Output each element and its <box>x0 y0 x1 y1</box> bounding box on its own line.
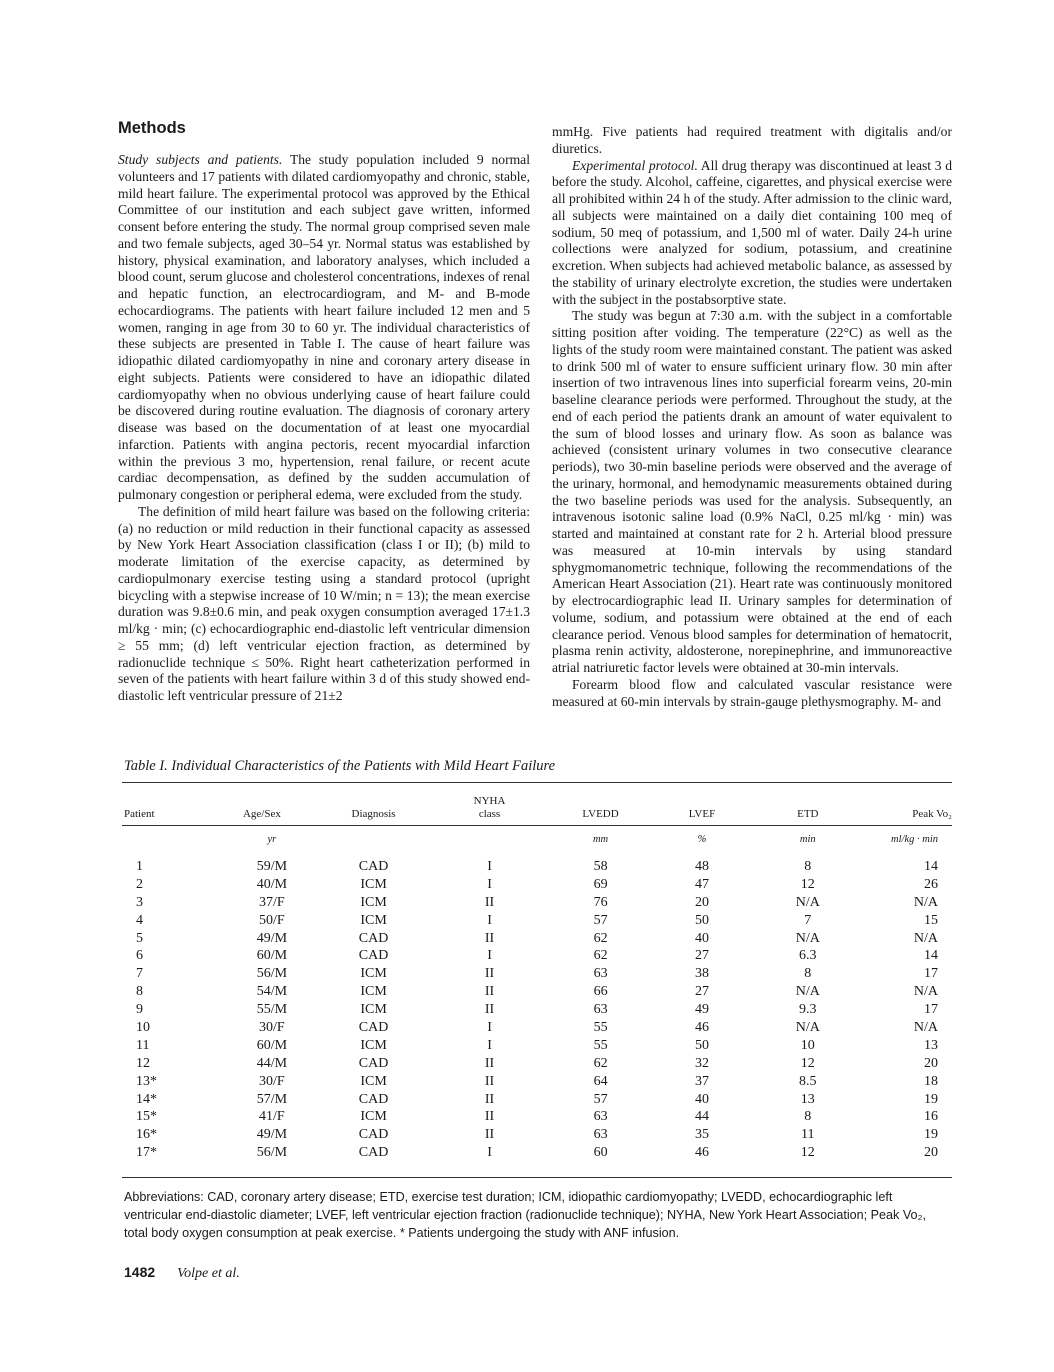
header-lvedd: LVEDD <box>582 807 619 820</box>
cell-diagnosis: ICM <box>360 1109 387 1125</box>
table-row <box>122 894 952 912</box>
table-units-row <box>122 820 952 858</box>
cell-lvedd: 62 <box>593 948 608 964</box>
study-subjects-paragraph <box>118 152 530 504</box>
cell-diagnosis: CAD <box>358 1055 389 1071</box>
cell-agesex: 30/F <box>259 1073 285 1089</box>
cell-lvedd: 63 <box>593 1127 608 1143</box>
mild-hf-definition-paragraph: The definition of mild heart failure was based on the following criteria: (a) no reduction or mild reduction in their functional capacity as assessed by New York Heart Association classification (class I or II); (b) mild to moderate limitation of the exercise capacity, as determined by cardiopulmonary exercise testing using a standard protocol (upright bicycling with a stepwise increase of 10 W/min; n = 13); the mean exercise duration was 9.8±0.6 min, and peak oxygen consumption averaged 17±1.3 ml/kg · min; (c) echocardiographic end-diastolic left ventricular dimension ≥ 55 mm; (d) left ventricular ejection fraction, as determined by radionuclide technique ≤ 50%. Right heart catheterization performed in seven of the patients with heart failure within 3 d of this study showed end-diastolic left ventricular pressure of 21±2 <box>118 503 530 703</box>
cell-patient: 11 <box>136 1037 150 1053</box>
cell-lvef: 20 <box>694 894 709 910</box>
right-column <box>552 124 952 710</box>
cell-peak-vo2: 16 <box>924 1109 938 1125</box>
cell-lvef: 27 <box>694 984 709 1000</box>
table-header-row <box>122 790 952 820</box>
cell-peak-vo2: 26 <box>924 876 938 892</box>
cell-agesex: 37/F <box>259 894 285 910</box>
cell-lvedd: 62 <box>593 930 608 946</box>
table-row <box>122 965 952 983</box>
table-row <box>122 912 952 930</box>
cell-etd: 12 <box>800 876 815 892</box>
cell-lvef: 40 <box>694 1091 709 1107</box>
cell-etd: 8 <box>804 966 812 982</box>
cell-diagnosis: CAD <box>358 858 389 874</box>
cell-agesex: 41/F <box>259 1109 285 1125</box>
cell-agesex: 50/F <box>259 912 285 928</box>
cell-lvedd: 63 <box>593 1109 608 1125</box>
cell-lvedd: 63 <box>593 966 608 982</box>
cell-agesex: 56/M <box>256 966 288 982</box>
cell-diagnosis: CAD <box>358 930 389 946</box>
cell-nyha-class: II <box>484 1091 495 1107</box>
cell-diagnosis: ICM <box>360 876 387 892</box>
cell-patient: 3 <box>136 894 143 910</box>
cell-patient: 1 <box>136 858 143 874</box>
table-row <box>122 1091 952 1109</box>
cell-nyha-class: II <box>484 1002 495 1018</box>
cell-lvedd: 62 <box>593 1055 608 1071</box>
cell-lvef: 37 <box>694 1073 709 1089</box>
cell-lvedd: 66 <box>593 984 608 1000</box>
cell-agesex: 49/M <box>256 1127 288 1143</box>
cell-patient: 17* <box>136 1145 157 1161</box>
cell-peak-vo2: 18 <box>924 1073 938 1089</box>
cell-etd: 13 <box>800 1091 815 1107</box>
section-title: Methods <box>118 119 186 137</box>
cell-diagnosis: CAD <box>358 948 389 964</box>
table-row <box>122 1019 952 1037</box>
cell-etd: N/A <box>795 1019 820 1035</box>
cell-lvedd: 63 <box>593 1002 608 1018</box>
cell-lvef: 44 <box>694 1109 709 1125</box>
study-subjects-body: The study population included 9 normal volunteers and 17 patients with dilated cardiomyopathy and chronic, stable, mild heart failure. The experimental protocol was approved by the Ethical Committee of our institution and each subject gave written, informed consent before entering the study. The normal group comprised seven male and two female subjects, aged 30–54 yr. Normal status was established by history, physical examination, and laboratory analyses, which included a blood count, serum glucose and cholesterol concentrations, indexes of renal and hepatic function, an electrocardiogram, and M- and B-mode echocardiograms. The patients with heart failure included 12 men and 5 women, ranging in age from 30 to 60 yr. The individual characteristics of these subjects are presented in Table I. The cause of heart failure was idiopathic dilated cardiomyopathy in nine and coronary artery disease in eight subjects. Patients were considered to have an idiopathic dilated cardiomyopathy when no obvious underlying cause of heart failure could be discovered during routine evaluation. The diagnosis of coronary artery disease was based on the documentation of at least one myocardial infarction. Patients with angina pectoris, recent myocardial infarction within the previous 3 mo, hypertension, renal failure, or recent acute cardiac decompensation, as defined by the sudden accumulation of pulmonary congestion or peripheral edema, were excluded from the study. <box>118 152 530 502</box>
unit-agesex: yr <box>267 833 277 845</box>
table-row <box>122 983 952 1001</box>
cell-lvef: 48 <box>694 858 709 874</box>
cell-lvef: 46 <box>694 1145 709 1161</box>
cell-agesex: 57/M <box>256 1091 288 1107</box>
cell-peak-vo2: 20 <box>924 1055 938 1071</box>
experimental-protocol-paragraph <box>552 158 952 309</box>
cell-peak-vo2: 17 <box>924 1002 938 1018</box>
left-column <box>118 118 530 705</box>
cell-agesex: 60/M <box>256 948 288 964</box>
table-row <box>122 1126 952 1144</box>
cell-peak-vo2: 19 <box>924 1091 938 1107</box>
unit-lvef: % <box>697 833 707 845</box>
cell-nyha-class: II <box>484 930 495 946</box>
cell-patient: 12 <box>136 1055 150 1071</box>
table-row <box>122 1037 952 1055</box>
cell-nyha-class: I <box>487 858 492 874</box>
cell-diagnosis: ICM <box>360 984 387 1000</box>
cell-peak-vo2: 20 <box>924 1145 938 1161</box>
cell-peak-vo2: 14 <box>924 948 938 964</box>
cell-etd: 8 <box>804 1109 812 1125</box>
table-row <box>122 1073 952 1091</box>
unit-diagnosis <box>320 820 427 858</box>
table-row <box>122 947 952 965</box>
table-row <box>122 1055 952 1073</box>
cell-patient: 9 <box>136 1002 143 1018</box>
unit-etd: min <box>799 833 816 845</box>
cell-lvef: 38 <box>694 966 709 982</box>
cell-diagnosis: CAD <box>358 1019 389 1035</box>
cell-etd: 11 <box>801 1127 815 1143</box>
cell-lvedd: 76 <box>593 894 608 910</box>
cell-peak-vo2: N/A <box>913 894 938 910</box>
cell-lvedd: 64 <box>593 1073 608 1089</box>
cell-patient: 7 <box>136 966 143 982</box>
cell-agesex: 49/M <box>256 930 288 946</box>
cell-lvef: 40 <box>694 930 709 946</box>
table-body <box>122 820 952 1162</box>
cell-lvef: 50 <box>694 1037 709 1053</box>
cell-diagnosis: ICM <box>360 1037 387 1053</box>
cell-diagnosis: ICM <box>360 966 387 982</box>
cell-lvedd: 60 <box>593 1145 608 1161</box>
cell-lvedd: 55 <box>593 1037 608 1053</box>
cell-agesex: 59/M <box>256 858 288 874</box>
cell-agesex: 40/M <box>256 876 288 892</box>
cell-patient: 14* <box>136 1091 157 1107</box>
table-footnote: Abbreviations: CAD, coronary artery disease; ETD, exercise test duration; ICM, idiopathic cardiomyopathy; LVEDD, echocardiographic left ventricular end-diastolic diameter; LVEF, left ventricular ejection fraction (radionuclide technique); NYHA, New York Heart Association; Peak Vo₂, total body oxygen consumption at peak exercise. * Patients undergoing the study with ANF infusion. <box>124 1190 926 1240</box>
cell-patient: 16* <box>136 1127 157 1143</box>
cell-lvef: 47 <box>694 876 709 892</box>
cell-etd: 6.3 <box>799 948 817 964</box>
cell-nyha-class: II <box>484 1127 495 1143</box>
cell-peak-vo2: N/A <box>913 930 938 946</box>
table-row <box>122 1144 952 1162</box>
cell-patient: 4 <box>136 912 143 928</box>
cell-diagnosis: ICM <box>360 894 387 910</box>
table-row <box>122 1108 952 1126</box>
header-patient: Patient <box>124 807 155 820</box>
cell-nyha-class: I <box>487 1037 492 1053</box>
unit-lvedd: mm <box>592 833 609 845</box>
cell-etd: 8.5 <box>799 1073 817 1089</box>
cell-peak-vo2: 17 <box>924 966 938 982</box>
cell-nyha-class: I <box>487 1145 492 1161</box>
cell-diagnosis: CAD <box>358 1091 389 1107</box>
table-row <box>122 876 952 894</box>
cell-nyha-class: II <box>484 984 495 1000</box>
cell-etd: 10 <box>800 1037 815 1053</box>
cell-lvef: 46 <box>694 1019 709 1035</box>
header-lvef: LVEF <box>688 807 716 820</box>
cell-lvef: 27 <box>694 948 709 964</box>
cell-etd: N/A <box>795 930 820 946</box>
study-procedure-paragraph: The study was begun at 7:30 a.m. with the subject in a comfortable sitting position after voiding. The temperature (22°C) as well as the lights of the study room were maintained constant. The patient was asked to drink 500 ml of water to ensure sufficient urinary flow. 30 min after insertion of two intravenous lines into superficial forearm veins, 20-min baseline clearance periods were performed. Throughout the study, at the end of each period the patients drank an amount of water equivalent to the sum of blood losses and urinary flow. As soon as balance was achieved (consistent urinary volumes in two consecutive clearance periods), two 30-min baseline periods were observed and the average of the urinary, hormonal, and hemodynamic measurements obtained during the two baseline periods was used for the analysis. Subsequently, an intravenous isotonic saline load (0.9% NaCl, 0.25 ml/kg · min) was started and maintained at constant rate for 2 h. Arterial blood pressure was measured at 10-min intervals by using standard sphygmomanometric technique, following the recommendations of the American Heart Association (21). Heart rate was continuously monitored by electrocardiographic lead II. Urinary samples for determination of volume, sodium, and potassium were obtained at the end of each clearance period. Venous blood samples for determination of hematocrit, plasma renin activity, aldosterone, norepinephrine, and immunoreactive atrial natriuretic factor levels were obtained at 30-min intervals. <box>552 308 952 675</box>
cell-diagnosis: ICM <box>360 1002 387 1018</box>
cell-lvef: 35 <box>694 1127 709 1143</box>
header-etd: ETD <box>797 807 819 820</box>
cell-nyha-class: I <box>487 1019 492 1035</box>
page-number: 1482 <box>124 1264 156 1280</box>
page-footer <box>124 1264 240 1282</box>
running-authors: Volpe et al. <box>177 1266 240 1281</box>
cell-diagnosis: CAD <box>358 1145 389 1161</box>
cell-agesex: 60/M <box>256 1037 288 1053</box>
cell-patient: 13* <box>136 1073 157 1089</box>
table-row <box>122 1001 952 1019</box>
table-bottom-rule <box>122 1177 952 1178</box>
table-caption: Table I. Individual Characteristics of the Patients with Mild Heart Failure <box>124 758 556 774</box>
table-row <box>122 930 952 948</box>
cell-etd: N/A <box>795 894 820 910</box>
cell-lvedd: 57 <box>593 912 608 928</box>
cell-patient: 8 <box>136 984 143 1000</box>
cell-nyha-class: II <box>484 1073 495 1089</box>
cell-agesex: 44/M <box>256 1055 288 1071</box>
table-top-rule <box>122 782 952 783</box>
cell-diagnosis: ICM <box>360 912 387 928</box>
cell-nyha-class: I <box>487 876 492 892</box>
cell-patient: 5 <box>136 930 143 946</box>
cell-etd: 9.3 <box>799 1002 817 1018</box>
study-subjects-lead: Study subjects and patients. <box>118 152 283 167</box>
experimental-protocol-body: All drug therapy was discontinued at least 3 d before the study. Alcohol, caffeine, cigarettes, and physical exercise were all prohibited within 24 h of the study. After admission to the clinic ward, all subjects were maintained on a daily diet containing 100 meq of sodium, 50 meq of potassium, and 1,500 ml of water. Daily 24-h urine collections were analyzed for sodium, potassium, and creatinine excretion. When subjects had achieved metabolic balance, as assessed by the stability of urinary electrolyte excretion, the studies were undertaken with the subject in the postabsorptive state. <box>552 157 952 307</box>
cell-lvedd: 58 <box>593 858 608 874</box>
cell-etd: 7 <box>804 912 812 928</box>
cell-peak-vo2: 15 <box>924 912 938 928</box>
cell-agesex: 30/F <box>259 1019 285 1035</box>
cell-patient: 2 <box>136 876 143 892</box>
header-agesex: Age/Sex <box>242 807 281 820</box>
header-peak-vo2: Peak Vo₂ <box>912 807 952 820</box>
cell-peak-vo2: N/A <box>913 984 938 1000</box>
unit-patient <box>122 820 204 858</box>
cell-diagnosis: ICM <box>360 1073 387 1089</box>
cell-nyha-class: II <box>484 1109 495 1125</box>
cell-lvedd: 57 <box>593 1091 608 1107</box>
cell-nyha-class: II <box>484 966 495 982</box>
cell-agesex: 54/M <box>256 984 288 1000</box>
cell-lvef: 32 <box>694 1055 709 1071</box>
cell-patient: 10 <box>136 1019 150 1035</box>
unit-peak-vo2: ml/kg · min <box>891 833 938 845</box>
cell-agesex: 56/M <box>256 1145 288 1161</box>
cell-peak-vo2: 19 <box>924 1127 938 1143</box>
cell-nyha-class: I <box>487 912 492 928</box>
cell-diagnosis: CAD <box>358 1127 389 1143</box>
cell-patient: 6 <box>136 948 143 964</box>
experimental-protocol-lead: Experimental protocol. <box>572 157 698 173</box>
cell-nyha-class: I <box>487 948 492 964</box>
cell-nyha-class: II <box>484 1055 495 1071</box>
header-nyha <box>427 790 552 820</box>
header-diagnosis: Diagnosis <box>351 807 396 820</box>
cell-lvef: 50 <box>694 912 709 928</box>
continued-paragraph: mmHg. Five patients had required treatment with digitalis and/or diuretics. <box>552 124 952 156</box>
header-nyha-line2: class <box>478 807 501 820</box>
cell-nyha-class: II <box>484 894 495 910</box>
patient-characteristics-table <box>122 790 952 1162</box>
header-nyha-line1: NYHA <box>473 795 506 807</box>
cell-etd: 12 <box>800 1055 815 1071</box>
unit-nyha <box>427 820 552 858</box>
cell-etd: N/A <box>795 984 820 1000</box>
cell-lvedd: 69 <box>593 876 608 892</box>
cell-etd: 8 <box>804 858 812 874</box>
cell-peak-vo2: N/A <box>913 1019 938 1035</box>
cell-peak-vo2: 13 <box>924 1037 938 1053</box>
cell-patient: 15* <box>136 1109 157 1125</box>
cell-lvef: 49 <box>694 1002 709 1018</box>
forearm-blood-flow-paragraph: Forearm blood flow and calculated vascular resistance were measured at 60-min intervals by strain-gauge plethysmography. M- and <box>552 676 952 709</box>
table-row <box>122 858 952 876</box>
cell-lvedd: 55 <box>593 1019 608 1035</box>
cell-agesex: 55/M <box>256 1002 288 1018</box>
cell-peak-vo2: 14 <box>924 858 938 874</box>
cell-etd: 12 <box>800 1145 815 1161</box>
